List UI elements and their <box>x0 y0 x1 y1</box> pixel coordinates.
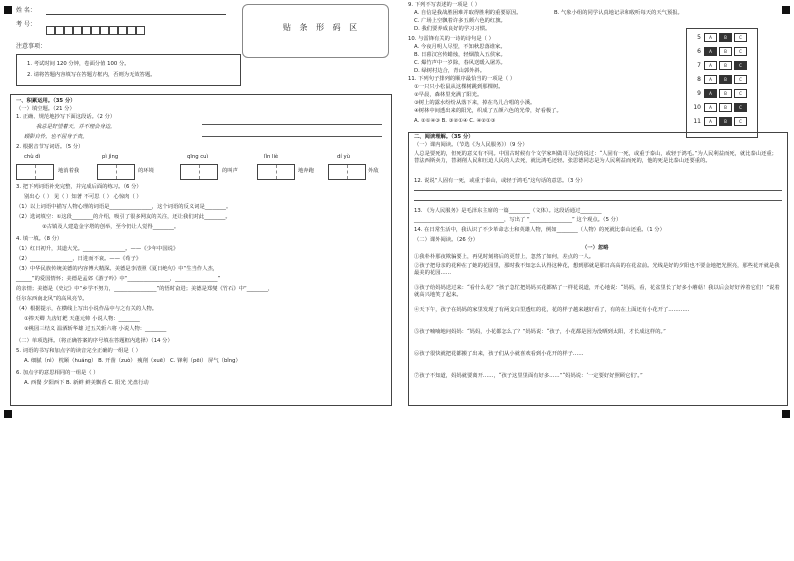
answer-option-bubble[interactable]: A <box>704 75 717 84</box>
id-digit-box[interactable] <box>82 26 91 35</box>
answer-option-bubble[interactable]: A <box>704 117 717 126</box>
registration-mark <box>782 6 790 14</box>
id-digit-box[interactable] <box>127 26 136 35</box>
answer-line[interactable] <box>202 136 382 137</box>
question-number: 6 <box>697 48 701 55</box>
id-digit-box[interactable] <box>136 26 145 35</box>
question-number: 9 <box>697 90 701 97</box>
question-number: 8 <box>697 76 701 83</box>
answer-option-bubble[interactable]: A <box>704 103 717 112</box>
question-number: 10 <box>693 104 701 111</box>
answer-option-bubble[interactable]: C <box>734 117 747 126</box>
question-number: 11 <box>693 118 701 125</box>
passage-1: 人总是要死的，但死的意义有不同。中国古时候有个文学家叫做司马迁的说过：“人固有一死，或重于泰山，或轻于鸿毛。”为人民利益而死，就比泰山还重；替法西斯卖力，替剥削人民和压迫人民的人去死，就比鸿毛还轻。张思德同志是为人民利益而死的，他的死是比泰山还要重的。 <box>414 151 777 164</box>
answer-option-bubble[interactable]: B <box>719 103 732 112</box>
question-number: 5 <box>697 34 701 41</box>
pinyin-answer-box[interactable] <box>16 164 54 180</box>
id-digit-box[interactable] <box>46 26 55 35</box>
answer-option-bubble[interactable]: C <box>734 103 747 112</box>
id-boxes[interactable] <box>46 20 145 39</box>
answer-option-bubble[interactable]: C <box>734 47 747 56</box>
answer-line[interactable] <box>414 190 782 191</box>
barcode-area: 贴 条 形 码 区 <box>242 4 389 58</box>
answer-option-bubble[interactable]: C <box>734 75 747 84</box>
section-title: 一、积累运用。（35 分） <box>16 98 76 104</box>
answer-line[interactable] <box>202 124 382 125</box>
id-digit-box[interactable] <box>91 26 100 35</box>
notes-box: 1. 考试时间 120 分钟，卷面分值 100 分。 2. 请将答题内容填写在答题方框内，否则为无效答题。 <box>16 54 241 86</box>
answer-option-bubble[interactable]: B <box>719 61 732 70</box>
pinyin-answer-box[interactable] <box>257 164 295 180</box>
answer-option-bubble[interactable]: C <box>734 33 747 42</box>
id-label: 考 号： <box>16 21 36 28</box>
answer-card-row <box>691 117 751 126</box>
pinyin-answer-box[interactable] <box>328 164 366 180</box>
answer-card-row <box>691 61 751 70</box>
answer-card-box <box>686 28 758 138</box>
answer-option-bubble[interactable]: C <box>734 89 747 98</box>
id-digit-box[interactable] <box>109 26 118 35</box>
answer-option-bubble[interactable]: B <box>719 75 732 84</box>
left-page: 姓 名： 考 号： 贴 条 形 码 区 注意事项： 1. 考试时间 120 分钟，卷面分值 100 分。 2. 请将答题内容填写在答题方框内，否则为无效答题。 一、积累运用。（35 分） （一）填空题。（21 分） 1. 正确、规范地抄写下面这段话。（2 分） 我总是好望着天，并不理会身边， 顾影自怜，也不屈身于贵。 2. 根据音节写词语。（5 分） chù dì pì jìng qīng cuì lǐn liè dí yù 地消着我 的环境 的叫声 地奔跑 外敌 3. 把下列词语补充完整，并完成后面的练习。（6 分） 别出心（ ） 见（ ）知著 不可思（ ） 心惊肉（ ） （1）以上词语中描写人物心理的词语是________________，这个词语的反义词是________。 （2）选词填空：①这段________的介绍，吸引了很多网友的关注，还让我们对此________。 ②古镇及人建造金字塔的创举，至今仍让人觉得________。 4. 填一填。（8 分） （1）红日初升，其道大光。________________。——《少年中国说》 （2）________________，日进而不衰。——《荀子》 （3）中华民族传统美德的内容博大精深。美德是李清照《夏日绝句》中“生当作人杰， ______”的爱国情怀；美德是孟郊《游子吟》中“________________，________________” 的亲情；美德是《史记》中“乡学不努力，________________”的悟时奋进；美德是郑燮《竹石》中“________， 任尔东西南北风”的高风亮节。 （4）根据提示，在横线上写出小说作品中与之有关的人物。 ①捧天卿 九齿钉耙 天蓬元帅 小说人物：________ ②桃园三结义 温酒斩华雄 过五关斩六将 小说人物：________ （二）单项选择。（将正确答案的序号填在答题框内选择）（14 分） 5. 词语的书写和加点字的读音完全正确的一组是（ ） A. 细腻（nì） 枕颐（huáng） B. 开凿（zuò） 瘦削（xuē） C. 锋利（pēi） 屏气（bǐng） 6. 加点字的意思相同的一组是（ ） A. 西餐 夕阳西下 B. 新鲜 鲜美飘香 C. 阳光 光盘行动 <box>2 0 394 420</box>
answer-option-bubble[interactable]: A <box>704 33 717 42</box>
answer-option-bubble[interactable]: C <box>734 61 747 70</box>
answer-card-row <box>691 75 751 84</box>
answer-card-row <box>691 33 751 42</box>
answer-option-bubble[interactable]: B <box>719 117 732 126</box>
registration-mark <box>4 6 12 14</box>
id-digit-box[interactable] <box>73 26 82 35</box>
registration-mark <box>4 410 12 418</box>
answer-option-bubble[interactable]: B <box>719 89 732 98</box>
answer-option-bubble[interactable]: B <box>719 33 732 42</box>
registration-mark <box>782 410 790 418</box>
answer-option-bubble[interactable]: A <box>704 89 717 98</box>
id-digit-box[interactable] <box>64 26 73 35</box>
pinyin-answer-box[interactable] <box>97 164 135 180</box>
answer-line[interactable] <box>414 200 782 201</box>
id-digit-box[interactable] <box>100 26 109 35</box>
answer-card-row <box>691 103 751 112</box>
name-label: 姓 名： <box>16 7 36 14</box>
name-field[interactable] <box>46 14 226 15</box>
id-digit-box[interactable] <box>55 26 64 35</box>
answer-card-row <box>691 89 751 98</box>
answer-card-row <box>691 47 751 56</box>
pinyin-answer-box[interactable] <box>180 164 218 180</box>
answer-option-bubble[interactable]: A <box>704 47 717 56</box>
question-number: 7 <box>697 62 701 69</box>
answer-option-bubble[interactable]: A <box>704 61 717 70</box>
id-digit-box[interactable] <box>118 26 127 35</box>
right-page: 9. 下列不写表述的一项是（ ） A. 自信是我战胜困难并取得胜利的重要原因。 B. 气象小组的同学认真地记录和收听每天的天气预报。 C. 广场上空飘着许多五颜六色的红旗。 D. 我们要养成良好的学习习惯。 10. 与雷锋有关的一诗的诗句是（ ） A. 今夜月明人尽望，不知秋思落谁家。 B. 日暮汉宫传蜡烛，轻烟散入五侯家。 C. 爆竹声中一岁除，春风送暖入屠苏。 D. 绿树村边合，青山郭外斜。 11. 下列句子排列的顺序最恰当的一项是（ ） ①一只只小松鼠从这棵树跳到那棵树。 ②早晨，森林里充满了阳光。 ③树上的露水纷纷从落下来，掉在鸟儿合唱的小溪。 ④树林中间透出来的阳光，织成了五颜六色的光带，好看极了。 A. ②①④③ B. ③②①④ C. ④②①③ 5 A B C 6 A B C 7 A B C 8 A B C 9 A B C 10 A B C 11 A B C 二、阅读理解。（35 分） （一）课内阅读。（节选《为人民服务》）（9 分） 人总是要死的，但死的意义有不同。中国古时候有个文学家叫做司马迁的说过：“人固有一死，或重于泰山，或轻于鸿毛。”为人民利益而死，就比泰山还重；替法西斯卖力，替剥削人民和压迫人民的人去死，就比鸿毛还轻。张思德同志是为人民利益而死的，他的死是比泰山还要重的。 12. 说说“人固有一死，或重于泰山，或轻于鸿毛”这句话的意思。（3 分） 13. 《为人民服务》是毛泽东主席的一篇________（文体）。这段话通过________ __________________________________，写出了 “________________” 这个观点。（5 分） 14. 在日常生活中，我认识了不少革命志士和英雄人物，例如________（人物）的死就比泰山还重。（1 分） （二）课外阅读。（26 分） （一）忽略 ①我朴朴那夜欺骗要上，再见时刻将后的更替上，忽然了如何，差点的一人。 ②孩子把母亲的花种在了她的花园里，那时我不知怎么认得这种花，想到那就是那日高高的在花盆前。光线是好的夕阳也不要金地把光照亮，那些花开就是我最美的花园…… ③孩子给妈妈送过来：“看什么花？”孩子急忙把妈妈买花都贴了一样花说道，开心地说：“妈妈，看，花盆里长了好多小蘑菇！我以后会好好养着它们！”说着就高兴地笑了起来。 ④天下午，孩子在妈妈的家里发现了有两支白里透红的花，花的样子越来越好看了，有的在上面还有小花开了………… ⑤孩子喃喃地问妈妈：“妈妈，小花都怎么了？”妈妈说：“孩子，小花都是因为没晒到太阳，才长成这样的。” ⑥孩子很快就把花都搬了出来，孩子们从小就喜欢看到小花开的样子…… ⑦孩子不知道，妈妈就要离开……，“孩子这里里面有好多……”“妈妈说：‘一定要好好照顾它们’。” <box>404 0 792 420</box>
notes-title: 注意事项： <box>16 43 47 50</box>
answer-option-bubble[interactable]: B <box>719 47 732 56</box>
